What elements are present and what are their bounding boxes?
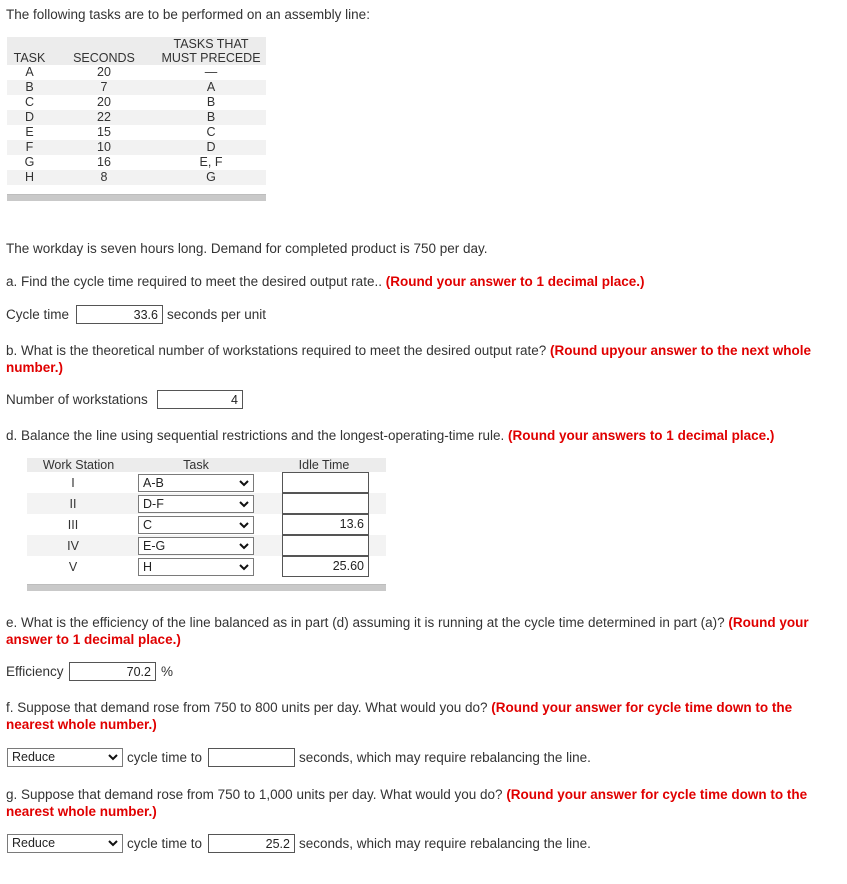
precede-cell: E, F <box>156 155 266 170</box>
chevron-down-icon <box>238 561 250 573</box>
header-task: TASK <box>7 37 52 65</box>
table-row <box>7 110 266 125</box>
ws-idle-input[interactable] <box>282 472 369 493</box>
part-b-question <box>6 342 842 376</box>
ws-idle-input[interactable]: 13.6 <box>282 514 369 535</box>
ws-task-select[interactable] <box>138 495 254 513</box>
task-cell: C <box>7 95 52 110</box>
table-footer-bar <box>7 194 266 201</box>
task-cell: H <box>7 170 52 185</box>
part-e-instruction: (Round your answer to 1 decimal place.) <box>6 615 809 647</box>
part-g-question <box>6 786 842 820</box>
part-g-tail-text: seconds, which may require rebalancing the line. <box>299 836 591 851</box>
cycle-time-label: Cycle time <box>6 307 70 322</box>
task-table <box>7 37 266 185</box>
task-cell: F <box>7 140 52 155</box>
chevron-down-icon <box>107 837 119 849</box>
precede-cell: B <box>156 95 266 110</box>
efficiency-label: Efficiency <box>6 664 64 679</box>
precede-cell: A <box>156 80 266 95</box>
part-f-question-text: f. Suppose that demand rose from 750 to 800 units per day. What would you do? <box>6 700 492 715</box>
part-a-question-text: a. Find the cycle time required to meet the desired output rate.. <box>6 274 386 289</box>
ws-task-select[interactable] <box>138 516 254 534</box>
ws-header-station: Work Station <box>27 458 130 472</box>
header-precede-line1: TASKS THAT <box>173 37 249 51</box>
ws-station-label: V <box>68 560 78 574</box>
header-precede-line2: MUST PRECEDE <box>161 51 261 65</box>
part-d-question <box>6 427 842 444</box>
ws-task-value: C <box>143 518 153 532</box>
seconds-cell: 8 <box>52 170 156 185</box>
ws-task-value: H <box>143 560 153 574</box>
part-g-action-select[interactable] <box>7 834 123 853</box>
part-f-question <box>6 699 842 733</box>
ws-idle-input[interactable] <box>282 493 369 514</box>
seconds-cell: 10 <box>52 140 156 155</box>
part-b-question-text: b. What is the theoretical number of workstations required to meet the desired output rate? <box>6 343 551 358</box>
ws-task-select[interactable] <box>138 558 254 576</box>
part-g-question-text: g. Suppose that demand rose from 750 to 1,000 units per day. What would you do? <box>6 787 507 802</box>
part-e-question-text: e. What is the efficiency of the line balanced as in part (d) assuming it is running at the cycle time determined in part (a)? <box>6 615 729 630</box>
task-cell: B <box>7 80 52 95</box>
seconds-cell: 20 <box>52 65 156 80</box>
part-d-question-text: d. Balance the line using sequential restrictions and the longest-operating-time rule. <box>6 428 509 443</box>
part-f-tail-text: seconds, which may require rebalancing the line. <box>299 750 591 765</box>
seconds-cell: 16 <box>52 155 156 170</box>
table-row <box>7 170 266 185</box>
part-g-mid-text: cycle time to <box>127 836 203 851</box>
ws-station-label: IV <box>67 539 79 553</box>
part-e-question <box>6 614 842 648</box>
part-d-instruction: (Round your answers to 1 decimal place.) <box>508 428 775 443</box>
intro-text: The following tasks are to be performed on an assembly line: <box>6 7 370 22</box>
part-f-instruction: (Round your answer for cycle time down to the nearest whole number.) <box>6 700 793 732</box>
seconds-cell: 15 <box>52 125 156 140</box>
task-cell: D <box>7 110 52 125</box>
efficiency-input[interactable]: 70.2 <box>69 662 156 681</box>
table-row <box>7 140 266 155</box>
efficiency-unit: % <box>161 664 174 679</box>
part-f-cycle-input[interactable] <box>208 748 295 767</box>
table-row <box>7 95 266 110</box>
part-f-action-select[interactable] <box>7 748 123 767</box>
part-g-cycle-input[interactable]: 25.2 <box>208 834 295 853</box>
table-row <box>7 80 266 95</box>
chevron-down-icon <box>238 477 250 489</box>
ws-station-label: I <box>71 476 75 490</box>
precede-cell: B <box>156 110 266 125</box>
ws-idle-input[interactable] <box>282 535 369 556</box>
table-row <box>7 125 266 140</box>
part-a-question <box>6 273 842 290</box>
chevron-down-icon <box>238 498 250 510</box>
part-f-action-value: Reduce <box>12 750 56 764</box>
task-cell: E <box>7 125 52 140</box>
ws-station-label: II <box>69 497 77 511</box>
task-cell: G <box>7 155 52 170</box>
header-seconds: SECONDS <box>52 37 156 65</box>
ws-task-select[interactable] <box>138 474 254 492</box>
ws-task-value: A-B <box>143 476 164 490</box>
ws-header-task: Task <box>130 458 262 472</box>
workstations-label: Number of workstations <box>6 392 148 407</box>
ws-task-value: D-F <box>143 497 164 511</box>
workday-text: The workday is seven hours long. Demand for completed product is 750 per day. <box>6 241 488 256</box>
ws-idle-input[interactable]: 25.60 <box>282 556 369 577</box>
cycle-time-input[interactable]: 33.6 <box>76 305 163 324</box>
ws-task-value: E-G <box>143 539 166 553</box>
task-cell: A <box>7 65 52 80</box>
chevron-down-icon <box>238 540 250 552</box>
precede-cell: C <box>156 125 266 140</box>
part-b-instruction: (Round upyour answer to the next whole number.) <box>6 343 812 375</box>
precede-cell: — <box>156 65 266 80</box>
ws-station-label: III <box>67 518 79 532</box>
chevron-down-icon <box>107 751 119 763</box>
table-row <box>7 155 266 170</box>
part-f-mid-text: cycle time to <box>127 750 203 765</box>
part-g-action-value: Reduce <box>12 836 56 850</box>
table-row <box>7 65 266 80</box>
seconds-cell: 7 <box>52 80 156 95</box>
ws-task-select[interactable] <box>138 537 254 555</box>
workstations-input[interactable]: 4 <box>157 390 243 409</box>
seconds-cell: 22 <box>52 110 156 125</box>
ws-table-footer-bar <box>27 584 386 591</box>
part-a-instruction: (Round your answer to 1 decimal place.) <box>385 274 645 289</box>
cycle-time-unit: seconds per unit <box>167 307 267 322</box>
ws-header-idle: Idle Time <box>262 458 386 472</box>
header-precede <box>156 37 266 65</box>
seconds-cell: 20 <box>52 95 156 110</box>
part-g-instruction: (Round your answer for cycle time down to the nearest whole number.) <box>6 787 808 819</box>
chevron-down-icon <box>238 519 250 531</box>
precede-cell: G <box>156 170 266 185</box>
precede-cell: D <box>156 140 266 155</box>
